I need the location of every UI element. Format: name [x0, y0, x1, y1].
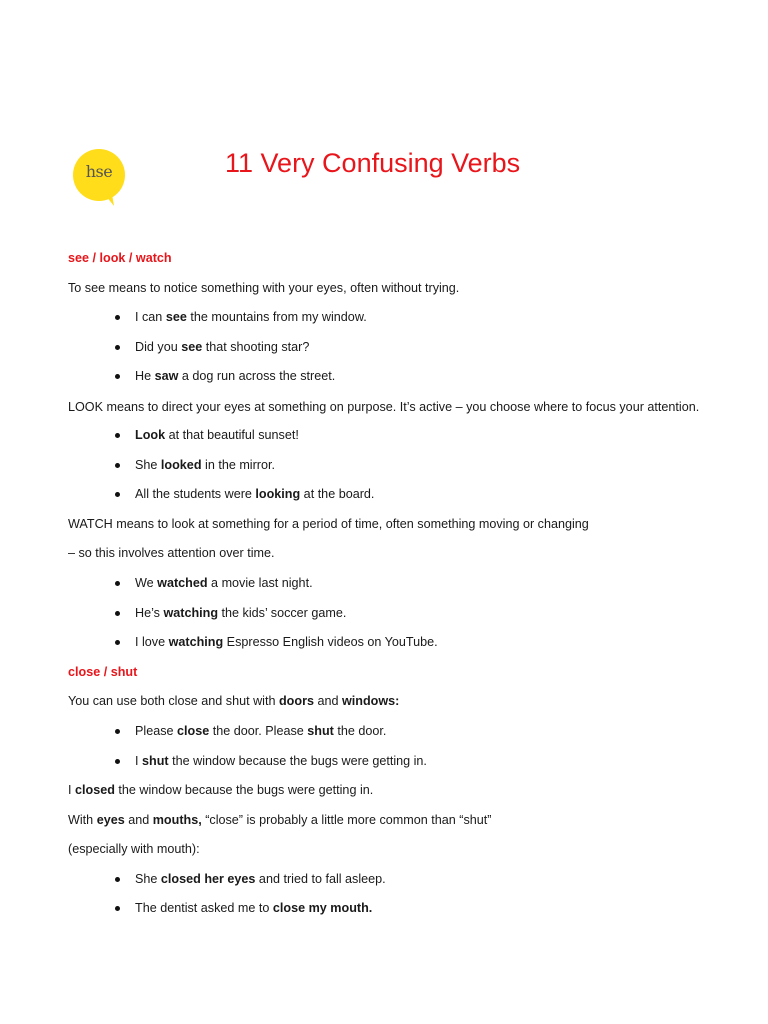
text-span: She — [135, 871, 161, 886]
text-span: With — [68, 812, 97, 827]
emphasized-text: eyes — [96, 812, 125, 827]
paragraph — [68, 516, 708, 546]
document-body — [68, 250, 708, 930]
list-item — [68, 900, 708, 930]
list-item — [68, 871, 708, 901]
text-span: I — [135, 753, 142, 768]
text-span: All the students were — [135, 487, 256, 502]
list-item — [68, 457, 708, 487]
emphasized-text: looked — [160, 457, 202, 472]
text-span: Did you — [135, 339, 182, 354]
text-span: “close” is probably a little more common than “shut” — [201, 812, 492, 827]
text-span: The dentist asked me to — [135, 901, 273, 916]
text-span: in the mirror. — [201, 457, 275, 472]
emphasized-text: windows: — [341, 694, 400, 709]
emphasized-text: mouths, — [152, 812, 202, 827]
text-span: Espresso English videos on YouTube. — [223, 635, 438, 650]
paragraph — [68, 545, 708, 575]
emphasized-text: watching — [168, 635, 224, 650]
text-span: and — [313, 694, 342, 709]
paragraph — [68, 693, 708, 723]
text-span: (especially with mouth): — [68, 842, 200, 857]
list-item — [68, 339, 708, 369]
text-span: We — [135, 575, 158, 590]
text-span: that shooting star? — [202, 339, 310, 354]
text-span: WATCH means to look at something for a period of time, often something moving or changing — [68, 516, 589, 531]
text-span: – so this involves attention over time. — [68, 546, 275, 561]
text-span: at the board. — [300, 487, 375, 502]
text-span: the door. — [333, 723, 387, 738]
logo-text: hse — [85, 162, 113, 181]
text-span: I love — [135, 635, 169, 650]
text-span: I can — [135, 310, 166, 325]
text-span: I — [68, 783, 75, 798]
page-title: 11 Very Confusing Verbs — [225, 148, 521, 178]
list-item — [68, 309, 708, 339]
text-span: Please — [135, 723, 178, 738]
text-span: You can use both close and shut with — [68, 694, 279, 709]
emphasized-text: doors — [278, 694, 314, 709]
list-item — [68, 575, 708, 605]
emphasized-text: Look — [135, 427, 166, 442]
text-span: the kids’ soccer game. — [218, 605, 347, 620]
text-span: the window because the bugs were getting in. — [114, 783, 374, 798]
text-span: He’s — [135, 605, 164, 620]
paragraph — [68, 782, 708, 812]
text-span: She — [135, 457, 161, 472]
text-span: at that beautiful sunset! — [165, 427, 299, 442]
list-item — [68, 427, 708, 457]
text-span: close / shut — [68, 664, 138, 679]
text-span: see / look / watch — [68, 251, 172, 265]
list-item — [68, 753, 708, 783]
paragraph — [68, 841, 708, 871]
text-span: and — [124, 812, 153, 827]
text-span: LOOK means to direct your eyes at something on purpose. It’s active – you choose where to focus your attention. — [68, 399, 700, 414]
text-span: To see means to notice something with your eyes, often without trying. — [68, 280, 460, 295]
text-span: the window because the bugs were getting in. — [168, 753, 427, 768]
emphasized-text: see — [165, 310, 187, 325]
emphasized-text: shut — [307, 723, 334, 738]
list-item — [68, 368, 708, 398]
emphasized-text: see — [181, 339, 203, 354]
paragraph — [68, 280, 708, 310]
emphasized-text: closed — [75, 783, 115, 798]
emphasized-text: close my mouth. — [272, 901, 373, 916]
list-item — [68, 486, 708, 516]
emphasized-text: shut — [142, 753, 169, 768]
section-heading — [68, 664, 708, 694]
text-span: the mountains from my window. — [186, 310, 367, 325]
emphasized-text: close — [177, 723, 210, 738]
list-item — [68, 605, 708, 635]
list-item — [68, 634, 708, 664]
paragraph — [68, 398, 708, 427]
emphasized-text: watched — [157, 575, 208, 590]
emphasized-text: saw — [154, 369, 179, 384]
text-span: a movie last night. — [207, 575, 313, 590]
text-span: the door. Please — [209, 723, 308, 738]
emphasized-text: looking — [255, 487, 301, 502]
text-span: a dog run across the street. — [178, 369, 336, 384]
emphasized-text: watching — [163, 605, 219, 620]
section-heading — [68, 250, 708, 280]
logo — [72, 148, 126, 202]
list-item — [68, 723, 708, 753]
text-span: He — [135, 369, 155, 384]
emphasized-text: closed her eyes — [160, 871, 256, 886]
paragraph — [68, 812, 708, 842]
text-span: and tried to fall asleep. — [255, 871, 386, 886]
